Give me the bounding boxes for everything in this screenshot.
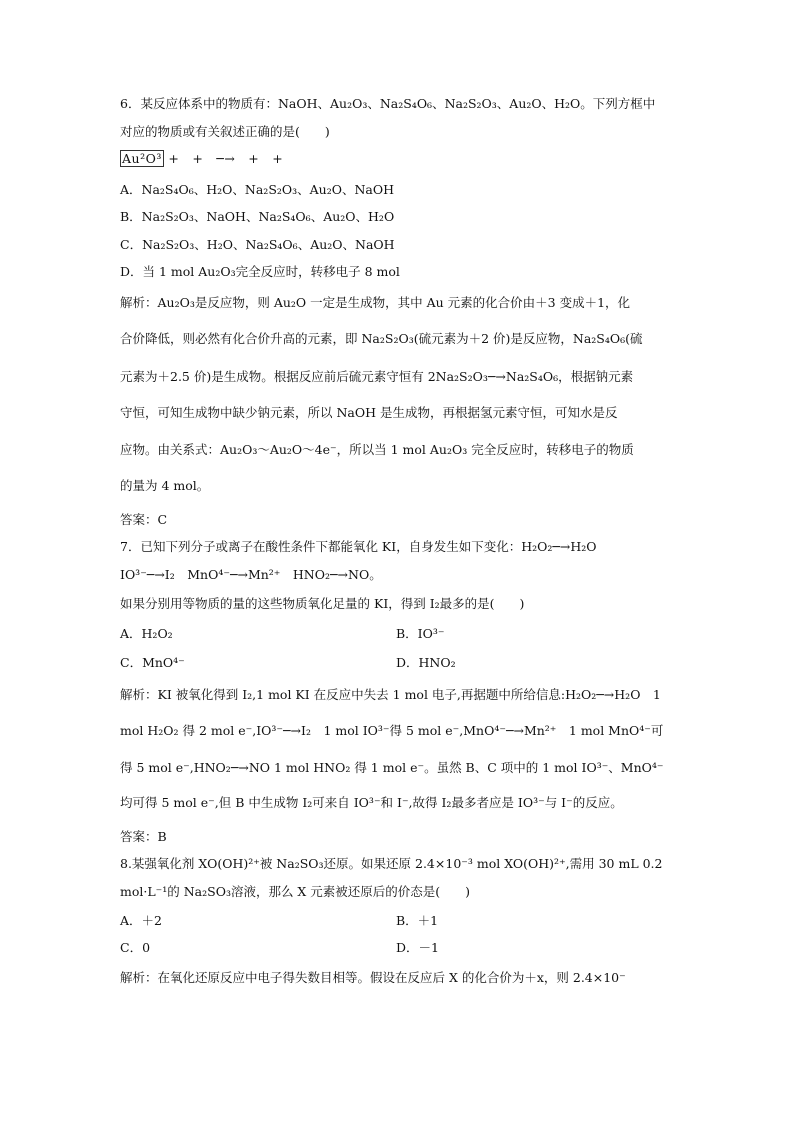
q7-stem-line3: 如果分别用等物质的量的这些物质氧化足量的 KI，得到 I₂最多的是( ) [120, 596, 525, 611]
q8-stem-line2: mol·L⁻¹的 Na₂SO₃溶液，那么 X 元素被还原后的价态是( ) [120, 884, 471, 899]
q6-option-d: D．当 1 mol Au₂O₃完全反应时，转移电子 8 mol [120, 264, 400, 279]
q8-option-d: D．－1 [396, 940, 439, 955]
q6-explanation-line5: 应物。由关系式：Au₂O₃～Au₂O～4e⁻，所以当 1 mol Au₂O₃ 完全反应时，转移电子的物质 [120, 442, 634, 457]
q7-option-a: A．H₂O₂ [120, 626, 173, 641]
q7-explanation-line1: 解析：KI 被氧化得到 I₂,1 mol KI 在反应中失去 1 mol 电子,再据题中所给信息:H₂O₂─→H₂O 1 [120, 687, 661, 702]
q7-answer: 答案：B [120, 829, 167, 844]
q7-option-d: D．HNO₂ [396, 655, 456, 670]
q8-option-a: A．＋2 [120, 913, 162, 928]
q6-explanation-line6: 的量为 4 mol。 [120, 478, 210, 493]
q6-stem-line2: 对应的物质或有关叙述正确的是( ) [120, 124, 330, 139]
q6-explanation-line4: 守恒，可知生成物中缺少钠元素，所以 NaOH 是生成物，再根据氢元素守恒，可知水是反 [120, 405, 618, 420]
q6-box-formula: Au²O³ [122, 151, 162, 166]
q6-equation-boxes [120, 151, 283, 167]
q7-stem-line2: IO³⁻─→I₂ MnO⁴⁻─→Mn²⁺ HNO₂─→NO。 [120, 567, 382, 582]
q7-explanation-line4: 均可得 5 mol e⁻,但 B 中生成物 I₂可来自 IO³⁻和 I⁻,故得 I₂最多者应是 IO³⁻与 I⁻的反应。 [120, 795, 623, 810]
q6-explanation-line1: 解析：Au₂O₃是反应物，则 Au₂O 一定是生成物，其中 Au 元素的化合价由＋3 变成＋1，化 [120, 295, 631, 310]
q6-stem-line1: 6．某反应体系中的物质有：NaOH、Au₂O₃、Na₂S₄O₆、Na₂S₂O₃、Au₂O、H₂O。下列方框中 [120, 96, 656, 111]
q6-answer: 答案：C [120, 512, 168, 527]
q8-option-c: C．0 [120, 940, 151, 955]
q6-option-b: B．Na₂S₂O₃、NaOH、Na₂S₄O₆、Au₂O、H₂O [120, 209, 395, 224]
q8-option-b: B．＋1 [396, 913, 439, 928]
q6-explanation-line2: 合价降低，则必然有化合价升高的元素，即 Na₂S₂O₃(硫元素为＋2 价)是反应物，Na₂S₄O₆(硫 [120, 331, 643, 346]
q7-stem-line1: 7．已知下列分子或离子在酸性条件下都能氧化 KI，自身发生如下变化：H₂O₂─→H₂O [120, 539, 597, 554]
q7-explanation-line2: mol H₂O₂ 得 2 mol e⁻,IO³⁻─→I₂ 1 mol IO³⁻得 5 mol e⁻,MnO⁴⁻─→Mn²⁺ 1 mol MnO⁴⁻可 [120, 723, 664, 738]
q8-stem-line1: 8.某强氧化剂 XO(OH)²⁺被 Na₂SO₃还原。如果还原 2.4×10⁻³ mol XO(OH)²⁺,需用 30 mL 0.2 [120, 856, 663, 871]
q6-option-c: C．Na₂S₂O₃、H₂O、Na₂S₄O₆、Au₂O、NaOH [120, 237, 395, 252]
q7-option-c: C．MnO⁴⁻ [120, 655, 185, 670]
q6-box-rest: + + ─→ + + [168, 151, 284, 166]
q7-explanation-line3: 得 5 mol e⁻,HNO₂─→NO 1 mol HNO₂ 得 1 mol e⁻。虽然 B、C 项中的 1 mol IO³⁻、MnO⁴⁻ [120, 760, 664, 775]
q8-explanation-line1: 解析：在氧化还原反应中电子得失数目相等。假设在反应后 X 的化合价为＋x，则 2.4×10⁻ [120, 970, 626, 985]
q6-explanation-line3: 元素为＋2.5 价)是生成物。根据反应前后硫元素守恒有 2Na₂S₂O₃─→Na₂S₄O₆，根据钠元素 [120, 369, 634, 384]
q7-option-b: B．IO³⁻ [396, 626, 445, 641]
q6-option-a: A．Na₂S₄O₆、H₂O、Na₂S₂O₃、Au₂O、NaOH [120, 182, 395, 197]
